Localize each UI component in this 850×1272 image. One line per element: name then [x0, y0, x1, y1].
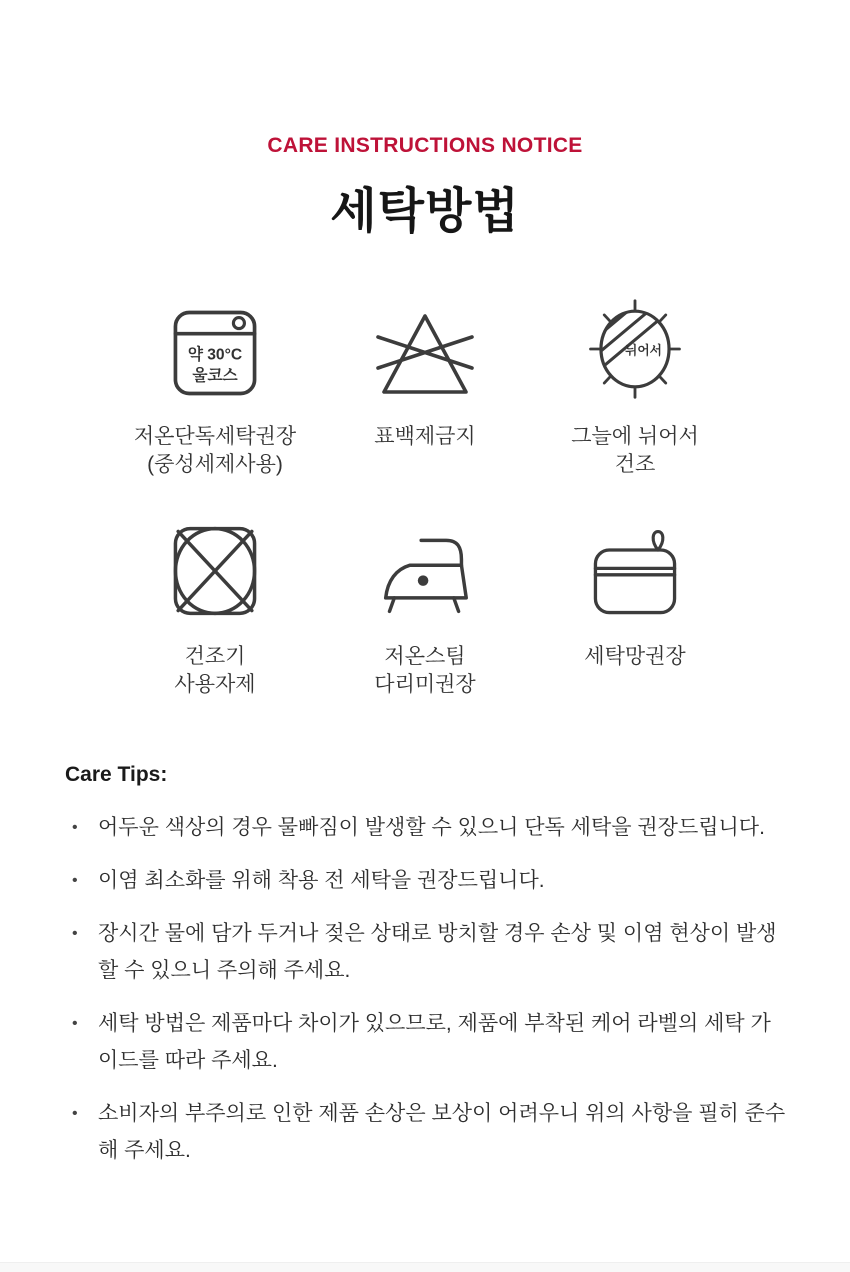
care-tips-list	[65, 809, 790, 1169]
care-tip-item: • 소비자의 부주의로 인한 제품 손상은 보상이 어려우니 위의 사항을 필히 준수해 주세요.	[65, 1095, 790, 1169]
care-tips-heading: Care Tips:	[65, 763, 168, 786]
notice-eyebrow: CARE INSTRUCTIONS NOTICE	[267, 134, 583, 157]
care-symbol-laundry-net	[530, 521, 740, 699]
bullet-icon: •	[72, 925, 78, 942]
care-tips-section	[65, 763, 790, 1169]
care-tip-item: • 장시간 물에 담가 두거나 젖은 상태로 방치할 경우 손상 및 이염 현상이 발생할 수 있으니 주의해 주세요.	[65, 915, 790, 989]
shade-dry-text: 뉘어서	[625, 342, 662, 358]
wash-temp-text: 약 30°C	[187, 346, 243, 364]
wash-30-wool-icon	[169, 307, 261, 399]
no-bleach-icon	[375, 309, 475, 399]
page-header	[0, 0, 850, 241]
bullet-icon: •	[72, 1015, 78, 1032]
no-tumble-dry-icon	[169, 523, 261, 619]
laundry-net-icon	[589, 527, 681, 619]
care-tip-item: • 세탁 방법은 제품마다 차이가 있으므로, 제품에 부착된 케어 라벨의 세탁 가이드를 따라 주세요.	[65, 1005, 790, 1079]
bullet-icon: •	[72, 819, 78, 836]
care-symbol-label: 표백제금지	[374, 425, 476, 448]
care-symbol-wash	[110, 301, 320, 479]
care-symbol-label: 건조기 사용자제	[174, 645, 256, 696]
page-bottom-strip	[0, 1262, 850, 1272]
low-temp-iron-icon	[377, 525, 473, 619]
bullet-icon: •	[72, 872, 78, 889]
care-symbol-grid	[110, 301, 740, 699]
care-symbol-no-bleach	[320, 301, 530, 479]
care-symbol-iron	[320, 521, 530, 699]
care-symbol-label: 세탁망권장	[584, 645, 686, 668]
care-symbol-no-tumble-dry	[110, 521, 320, 699]
care-tip-item: • 이염 최소화를 위해 착용 전 세탁을 권장드립니다.	[65, 862, 790, 899]
bullet-icon: •	[72, 1105, 78, 1122]
care-symbol-shade-dry	[530, 301, 740, 479]
care-symbol-label: 그늘에 뉘어서 건조	[571, 425, 699, 476]
page-title: 세탁방법	[330, 185, 520, 238]
care-symbol-label: 저온스팀 다리미권장	[374, 645, 476, 696]
care-symbol-label: 저온단독세탁권장 (중성세제사용)	[133, 425, 297, 476]
dry-in-shade-icon	[583, 299, 687, 399]
wash-course-text: 울코스	[192, 367, 238, 385]
care-tip-item: • 어두운 색상의 경우 물빠짐이 발생할 수 있으니 단독 세탁을 권장드립니다.	[65, 809, 790, 846]
